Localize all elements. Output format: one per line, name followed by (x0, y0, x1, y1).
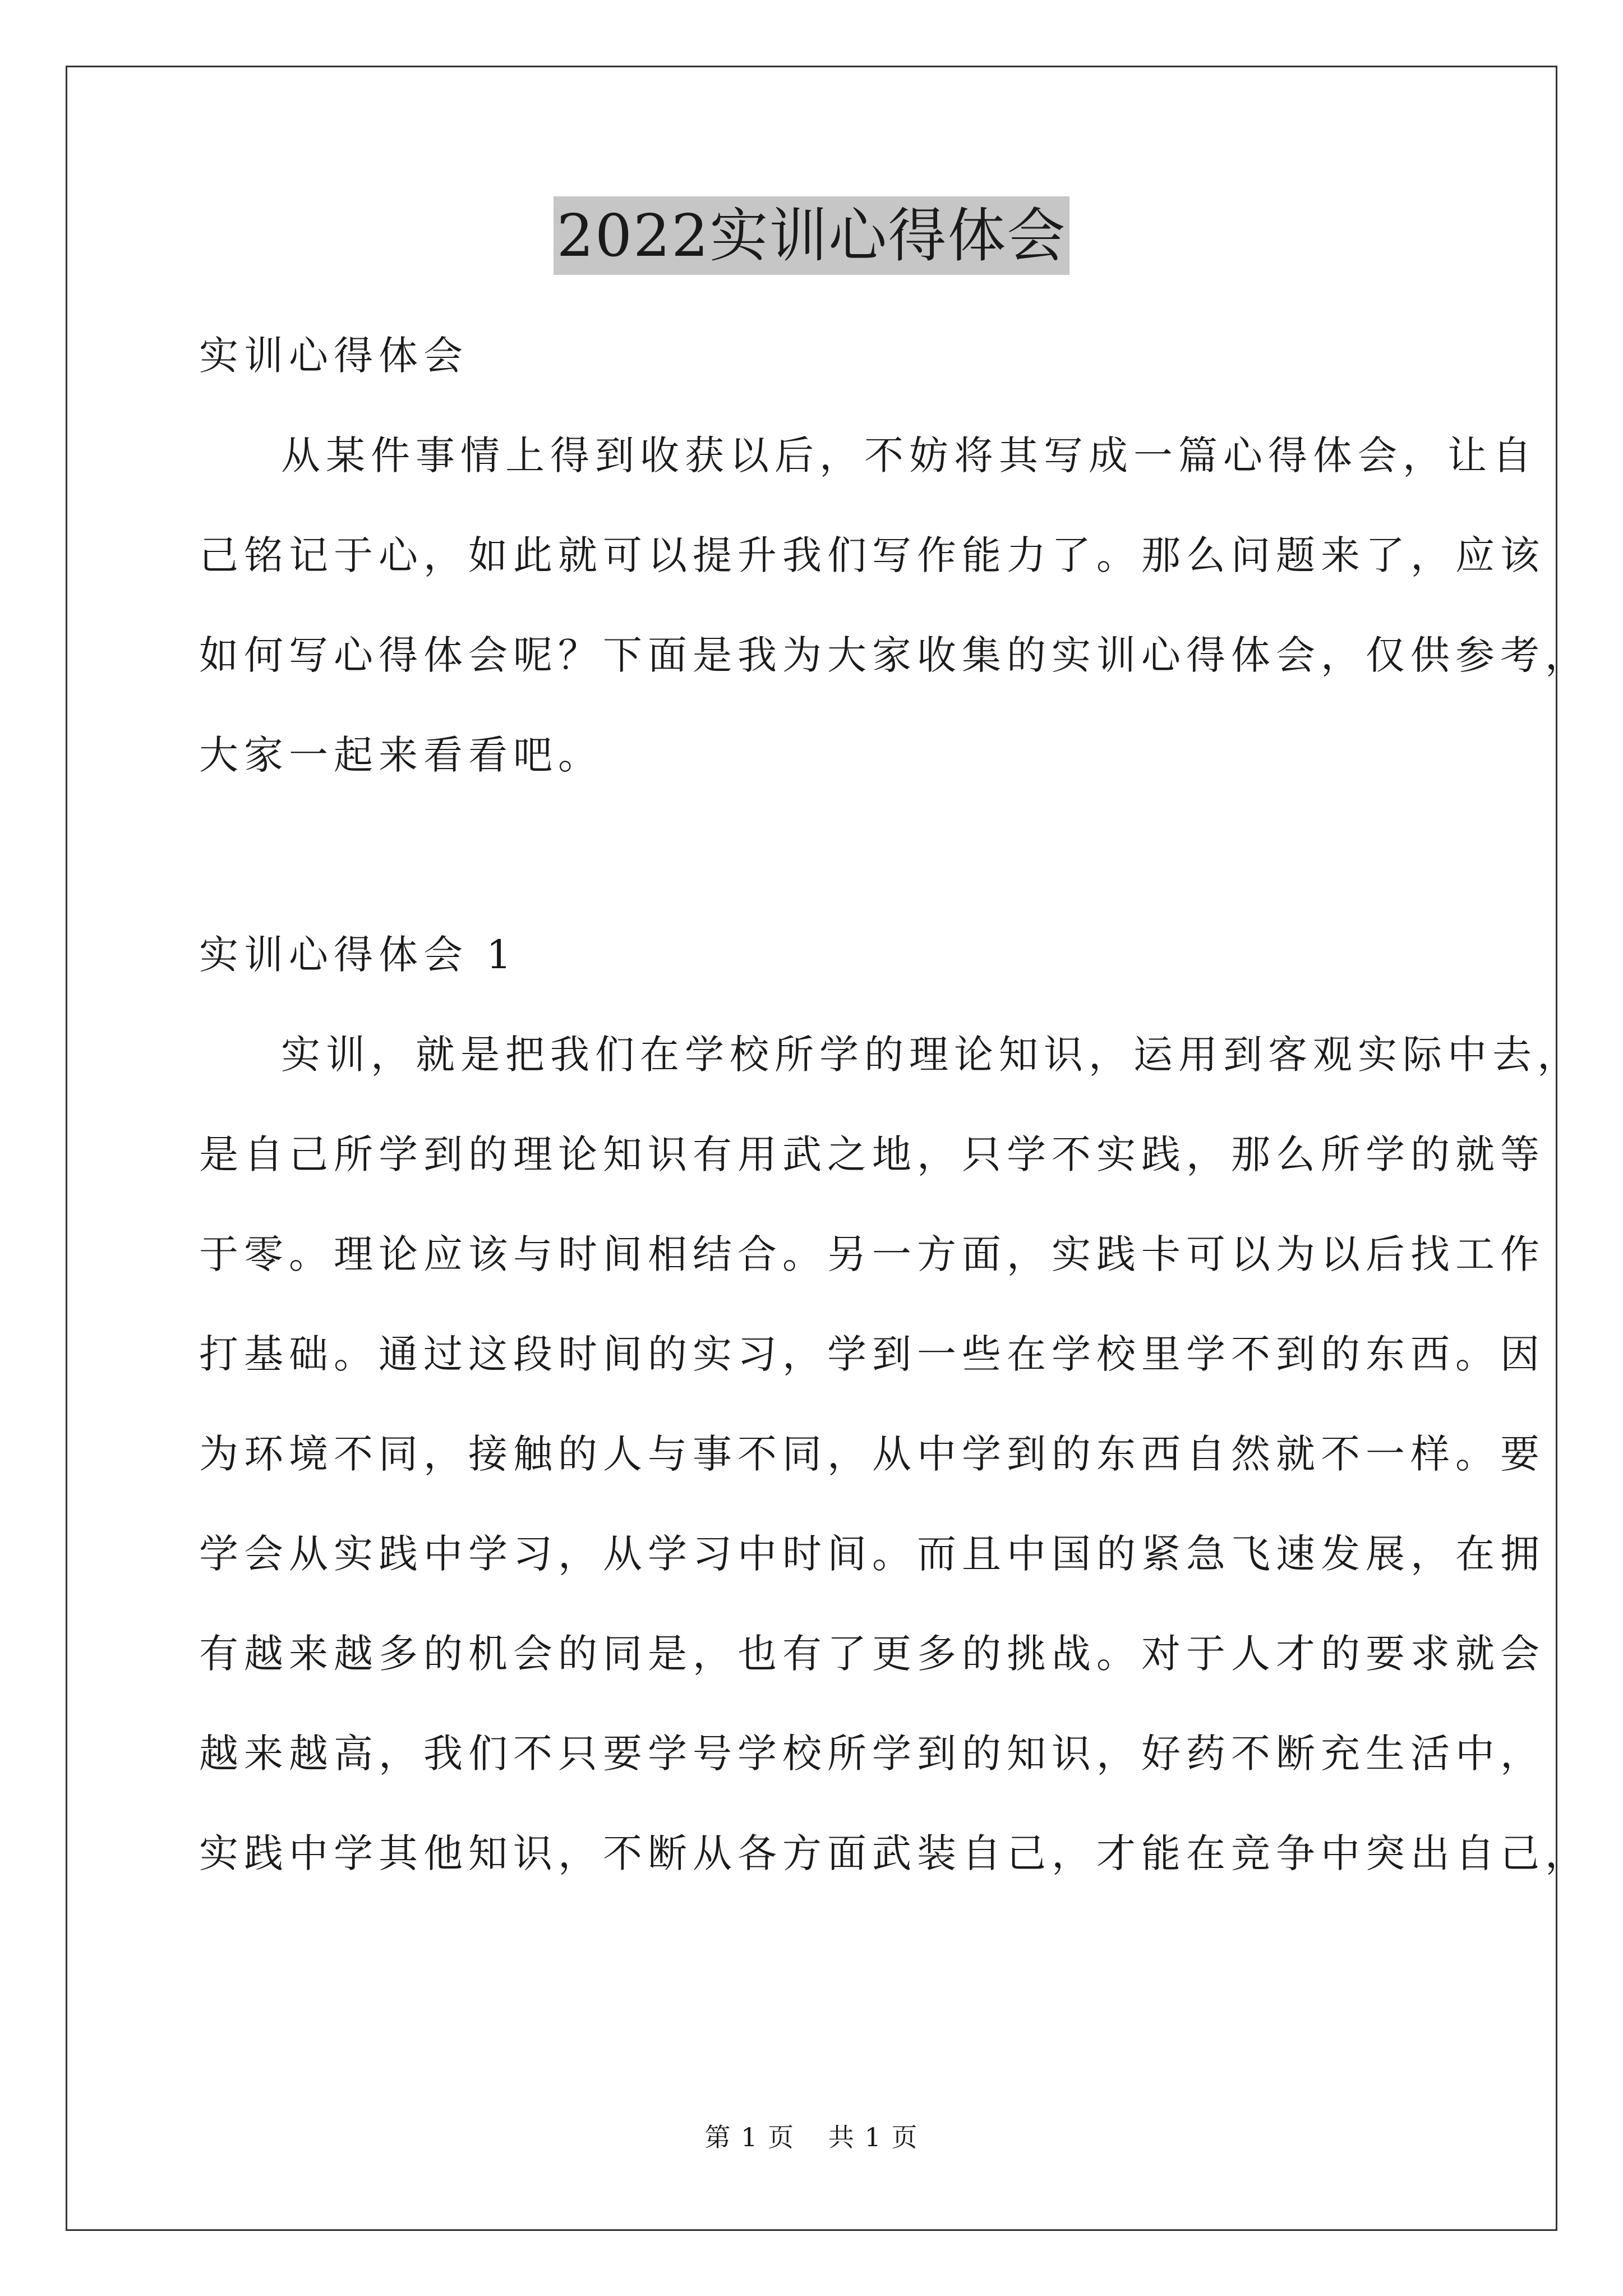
paragraph-line: 学会从实践中学习，从学习中时间。而且中国的紧急飞速发展，在拥 (199, 1531, 1545, 1577)
paragraph-line: 打基础。通过这段时间的实习，学到一些在学校里学不到的东西。因 (199, 1331, 1545, 1377)
title-container (0, 196, 1623, 275)
paragraph-line: 从某件事情上得到收获以后，不妨将其写成一篇心得体会，让自 (281, 432, 1537, 478)
paragraph-line: 如何写心得体会呢？下面是我为大家收集的实训心得体会，仅供参考， (199, 632, 1590, 678)
page-number-current: 第 1 页 (704, 2122, 795, 2152)
page-footer (0, 2118, 1623, 2157)
paragraph-line: 实践中学其他知识，不断从各方面武装自己，才能在竞争中突出自己， (199, 1830, 1590, 1876)
intro-heading: 实训心得体会 (199, 333, 468, 379)
document-title: 2022实训心得体会 (554, 196, 1070, 275)
paragraph-line: 己铭记于心，如此就可以提升我们写作能力了。那么问题来了，应该 (199, 532, 1545, 578)
paragraph-line: 大家一起来看看吧。 (199, 732, 603, 778)
paragraph-line: 越来越高，我们不只要学号学校所学到的知识，好药不断充生活中， (199, 1731, 1545, 1777)
paragraph-line: 是自己所学到的理论知识有用武之地，只学不实践，那么所学的就等 (199, 1131, 1545, 1177)
document-body (199, 306, 1590, 1903)
paragraph-line: 为环境不同，接触的人与事不同，从中学到的东西自然就不一样。要 (199, 1431, 1545, 1477)
section-spacer (199, 805, 1455, 905)
paragraph-line: 于零。理论应该与时间相结合。另一方面，实践卡可以为以后找工作 (199, 1231, 1545, 1277)
section-heading: 实训心得体会 1 (199, 932, 517, 978)
paragraph-line: 有越来越多的机会的同是，也有了更多的挑战。对于人才的要求就会 (199, 1631, 1545, 1677)
page-number-total: 共 1 页 (828, 2122, 919, 2152)
paragraph-line: 实训，就是把我们在学校所学的理论知识，运用到客观实际中去， (281, 1032, 1582, 1078)
